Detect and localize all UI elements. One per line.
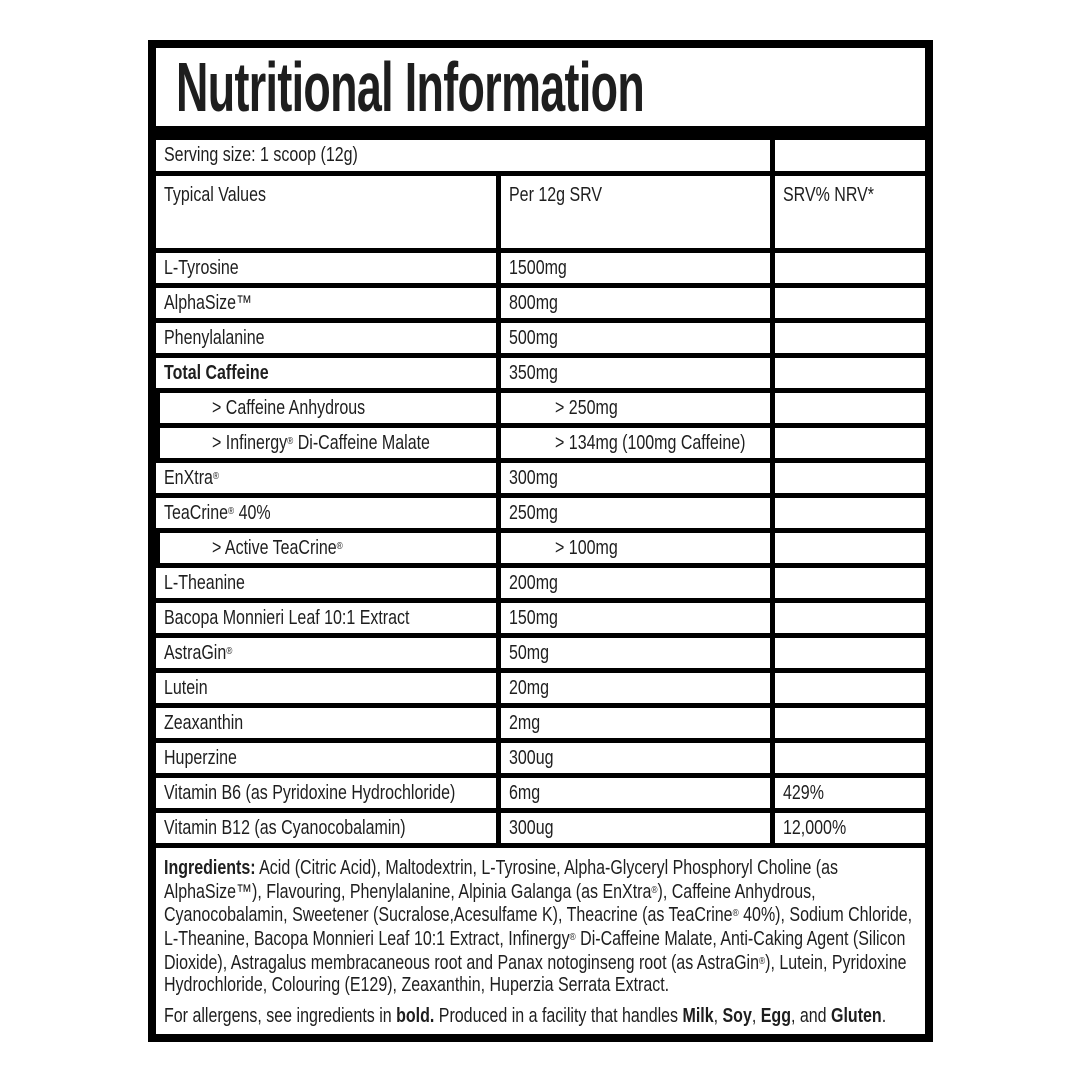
allergen-segment: Gluten bbox=[831, 1004, 882, 1027]
row-amount-cell bbox=[501, 253, 770, 283]
row-amount: 350mg bbox=[509, 361, 558, 384]
row-name: Zeaxanthin bbox=[164, 711, 244, 734]
serving-size-empty-cell bbox=[775, 140, 925, 171]
row-name-cell bbox=[156, 498, 496, 528]
column-header-typical-values-cell bbox=[156, 176, 496, 248]
row-amount: 150mg bbox=[509, 606, 558, 629]
row-nrv-cell bbox=[775, 673, 925, 703]
serving-size-cell bbox=[156, 140, 770, 171]
title-divider bbox=[156, 126, 925, 140]
row-name-cell bbox=[156, 673, 496, 703]
row-amount: 6mg bbox=[509, 781, 541, 804]
row-nrv-cell bbox=[775, 638, 925, 668]
row-name-cell bbox=[156, 778, 496, 808]
row-amount: 50mg bbox=[509, 641, 550, 664]
row-name: TeaCrine® 40% bbox=[164, 501, 271, 524]
allergen-segment: , and bbox=[790, 1004, 832, 1027]
ingredients-box bbox=[156, 848, 925, 1034]
row-name: EnXtra® bbox=[164, 466, 220, 489]
row-amount: 500mg bbox=[509, 326, 558, 349]
row-amount-cell bbox=[501, 498, 770, 528]
row-nrv-cell bbox=[775, 708, 925, 738]
row-name: L-Tyrosine bbox=[164, 256, 239, 279]
row-name: Vitamin B6 (as Pyridoxine Hydrochloride) bbox=[164, 781, 456, 804]
table-row bbox=[156, 638, 925, 668]
row-name: > Active TeaCrine® bbox=[212, 536, 343, 559]
row-nrv-cell bbox=[775, 428, 925, 458]
table-row bbox=[156, 393, 925, 423]
row-nrv-cell bbox=[775, 288, 925, 318]
row-name-cell bbox=[160, 428, 496, 458]
row-amount-cell bbox=[501, 428, 770, 458]
table-row bbox=[156, 743, 925, 773]
row-name-cell bbox=[156, 568, 496, 598]
row-amount-cell bbox=[501, 323, 770, 353]
allergen-segment: bold. bbox=[396, 1004, 435, 1027]
row-name-cell bbox=[156, 708, 496, 738]
row-nrv-cell bbox=[775, 743, 925, 773]
row-amount-cell bbox=[501, 638, 770, 668]
column-header-nrv: SRV% NRV* bbox=[783, 184, 874, 206]
row-nrv-cell bbox=[775, 813, 925, 843]
table-row bbox=[156, 323, 925, 353]
row-nrv-cell bbox=[775, 568, 925, 598]
row-name-cell bbox=[156, 463, 496, 493]
row-nrv: 429% bbox=[783, 781, 824, 804]
column-header-typical-values: Typical Values bbox=[164, 184, 266, 206]
table-row bbox=[156, 568, 925, 598]
table-row bbox=[156, 813, 925, 843]
row-name: > Infinergy® Di-Caffeine Malate bbox=[212, 431, 430, 454]
row-amount: 2mg bbox=[509, 711, 541, 734]
table-row bbox=[156, 673, 925, 703]
allergen-segment: , bbox=[713, 1004, 723, 1027]
allergen-statement bbox=[164, 1005, 915, 1028]
title-box bbox=[156, 48, 925, 126]
row-name: AlphaSize™ bbox=[164, 291, 253, 314]
table-row bbox=[156, 253, 925, 283]
row-nrv-cell bbox=[775, 498, 925, 528]
row-name-cell bbox=[156, 358, 496, 388]
table-row bbox=[156, 778, 925, 808]
row-amount-cell bbox=[501, 533, 770, 563]
row-amount: 1500mg bbox=[509, 256, 567, 279]
table-row bbox=[156, 358, 925, 388]
row-amount-cell bbox=[501, 813, 770, 843]
row-amount: 300mg bbox=[509, 466, 558, 489]
row-name-cell bbox=[156, 288, 496, 318]
row-amount-cell bbox=[501, 778, 770, 808]
row-name-cell bbox=[156, 253, 496, 283]
row-name: Huperzine bbox=[164, 746, 237, 769]
row-name-cell bbox=[156, 813, 496, 843]
row-amount-cell bbox=[501, 288, 770, 318]
table-header-row bbox=[156, 176, 925, 248]
table-row bbox=[156, 498, 925, 528]
row-name-cell bbox=[156, 603, 496, 633]
allergen-segment: , bbox=[751, 1004, 761, 1027]
row-nrv-cell bbox=[775, 778, 925, 808]
row-nrv-cell bbox=[775, 253, 925, 283]
nutrition-label bbox=[148, 40, 933, 1042]
label-title: Nutritional Information bbox=[176, 48, 645, 126]
row-nrv-cell bbox=[775, 533, 925, 563]
column-header-per-srv-cell bbox=[501, 176, 770, 248]
table-row bbox=[156, 533, 925, 563]
allergen-segment: Egg bbox=[760, 1004, 791, 1027]
row-amount-cell bbox=[501, 393, 770, 423]
serving-size-text: Serving size: 1 scoop (12g) bbox=[164, 144, 358, 166]
table-row bbox=[156, 288, 925, 318]
row-amount-cell bbox=[501, 603, 770, 633]
row-name: L-Theanine bbox=[164, 571, 245, 594]
row-amount: > 100mg bbox=[555, 536, 618, 559]
row-name: Phenylalanine bbox=[164, 326, 265, 349]
row-amount-cell bbox=[501, 463, 770, 493]
row-amount: 300ug bbox=[509, 816, 554, 839]
row-name-cell bbox=[160, 393, 496, 423]
row-nrv: 12,000% bbox=[783, 816, 847, 839]
row-name-cell bbox=[156, 743, 496, 773]
row-amount-cell bbox=[501, 358, 770, 388]
allergen-segment: For allergens, see ingredients in bbox=[164, 1004, 397, 1027]
column-header-nrv-cell bbox=[775, 176, 925, 248]
row-name-cell bbox=[156, 323, 496, 353]
row-name: > Caffeine Anhydrous bbox=[212, 396, 366, 419]
row-amount: 800mg bbox=[509, 291, 558, 314]
row-nrv-cell bbox=[775, 323, 925, 353]
row-amount-cell bbox=[501, 708, 770, 738]
row-nrv-cell bbox=[775, 393, 925, 423]
row-name: Lutein bbox=[164, 676, 208, 699]
row-amount: 200mg bbox=[509, 571, 558, 594]
allergen-segment: Produced in a facility that handles bbox=[434, 1004, 683, 1027]
row-nrv-cell bbox=[775, 358, 925, 388]
row-nrv-cell bbox=[775, 463, 925, 493]
row-amount: > 134mg (100mg Caffeine) bbox=[555, 431, 746, 454]
table-row bbox=[156, 428, 925, 458]
row-nrv-cell bbox=[775, 603, 925, 633]
table-row bbox=[156, 708, 925, 738]
allergen-segment: Milk bbox=[682, 1004, 714, 1027]
row-name: Total Caffeine bbox=[164, 361, 269, 384]
ingredients-label: Ingredients: bbox=[164, 857, 256, 879]
allergen-segment: . bbox=[881, 1004, 887, 1027]
row-amount: 20mg bbox=[509, 676, 550, 699]
row-amount-cell bbox=[501, 743, 770, 773]
ingredients-paragraph: Ingredients: Acid (Citric Acid), Maltodextrin, L-Tyrosine, Alpha-Glyceryl Phosphoryl Choline (as AlphaSize™), Flavouring, Phenylalanine, Alpinia Galanga (as EnXtra®), Caffeine Anhydrous, Cyanocobalamin, Sweetener (Sucralose,Acesulfame K), Theacrine (as TeaCrine® 40%), Sodium Chloride, L-Theanine, Bacopa Monnieri Leaf 10:1 Extract, Infinergy® Di-Caffeine Malate, Anti-Caking Agent (Silicon Dioxide), Astragalus membracaneous root and Panax notoginseng root (as AstraGin®), Lutein, Pyridoxine Hydrochloride, Colouring (E129), Zeaxanthin, Huperzia Serrata Extract. bbox=[164, 857, 913, 997]
column-header-per-srv: Per 12g SRV bbox=[509, 184, 603, 206]
allergen-segment: Soy bbox=[722, 1004, 752, 1027]
row-name-cell bbox=[160, 533, 496, 563]
serving-size-row bbox=[156, 140, 925, 171]
row-name: Bacopa Monnieri Leaf 10:1 Extract bbox=[164, 606, 410, 629]
row-name: AstraGin® bbox=[164, 641, 233, 664]
row-amount-cell bbox=[501, 568, 770, 598]
row-name-cell bbox=[156, 638, 496, 668]
row-name: Vitamin B12 (as Cyanocobalamin) bbox=[164, 816, 406, 839]
row-amount: > 250mg bbox=[555, 396, 618, 419]
table-row bbox=[156, 603, 925, 633]
table-row bbox=[156, 463, 925, 493]
row-amount: 300ug bbox=[509, 746, 554, 769]
row-amount-cell bbox=[501, 673, 770, 703]
row-amount: 250mg bbox=[509, 501, 558, 524]
table-rows bbox=[156, 248, 925, 843]
